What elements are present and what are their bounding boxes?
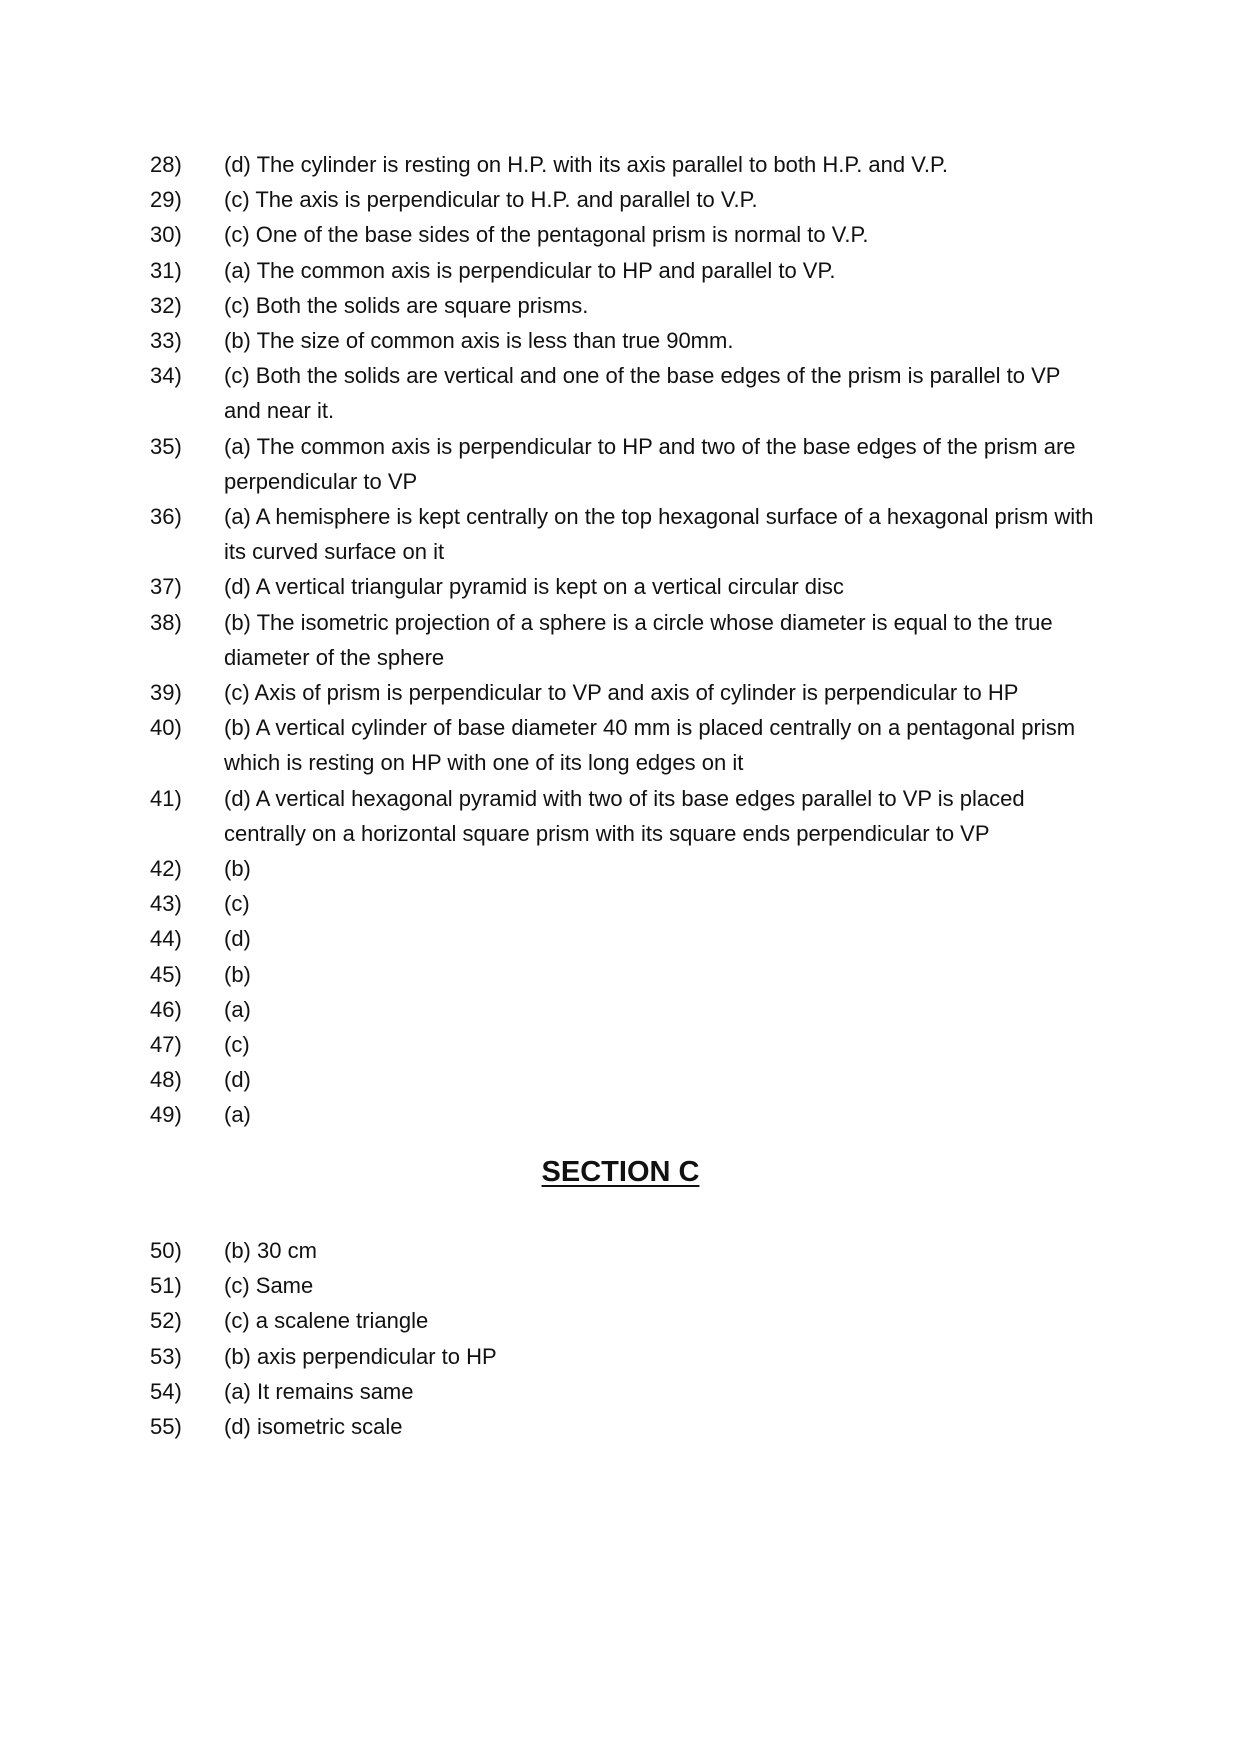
answer-item xyxy=(150,429,1100,499)
answer-item xyxy=(150,217,1100,252)
answer-text: (a) The common axis is perpendicular to HP and two of the base edges of the prism are perpendicular to VP xyxy=(224,433,1076,494)
answer-item xyxy=(150,499,1100,569)
answer-text: (b) axis perpendicular to HP xyxy=(224,1343,497,1369)
answer-item xyxy=(150,710,1100,780)
answer-text: (b) The isometric projection of a sphere is a circle whose diameter is equal to the true diameter of the sphere xyxy=(224,609,1053,670)
question-number: 54) xyxy=(150,1378,182,1404)
answer-text: (b) A vertical cylinder of base diameter 40 mm is placed centrally on a pentagonal prism which is resting on HP with one of its long edges on it xyxy=(224,715,1076,776)
answer-item xyxy=(150,323,1100,358)
question-number: 44) xyxy=(150,926,182,952)
question-number: 32) xyxy=(150,292,182,318)
question-number: 53) xyxy=(150,1343,182,1369)
question-number: 38) xyxy=(150,609,182,635)
question-number: 49) xyxy=(150,1102,182,1128)
answer-text: (b) The size of common axis is less than true 90mm. xyxy=(224,328,734,354)
answer-item xyxy=(150,957,1100,992)
question-number: 31) xyxy=(150,257,182,283)
question-number: 40) xyxy=(150,715,182,741)
answer-item xyxy=(150,253,1100,288)
question-number: 51) xyxy=(150,1273,182,1299)
question-number: 47) xyxy=(150,1032,182,1058)
answer-item xyxy=(150,781,1100,851)
answer-text: (d) xyxy=(224,1067,251,1093)
question-number: 46) xyxy=(150,996,182,1022)
answer-item xyxy=(150,921,1100,956)
answer-item xyxy=(150,1027,1100,1062)
question-number: 35) xyxy=(150,433,182,459)
question-number: 48) xyxy=(150,1067,182,1093)
section-c-answer-list xyxy=(150,1233,1100,1444)
answer-text: (c) Both the solids are square prisms. xyxy=(224,292,589,318)
answer-item xyxy=(150,675,1100,710)
answer-item xyxy=(150,288,1100,323)
answer-text: (a) The common axis is perpendicular to HP and parallel to VP. xyxy=(224,257,836,283)
question-number: 39) xyxy=(150,680,182,706)
answer-text: (b) 30 cm xyxy=(224,1238,317,1263)
section-c-heading-text: SECTION C xyxy=(541,1156,700,1188)
answer-item xyxy=(150,569,1100,604)
answer-text: (c) xyxy=(224,891,250,917)
answer-text: (d) A vertical hexagonal pyramid with two of its base edges parallel to VP is placed centrally on a horizontal square prism with its square ends perpendicular to VP xyxy=(224,785,1025,846)
answer-item xyxy=(150,1268,1100,1303)
answer-text: (d) The cylinder is resting on H.P. with its axis parallel to both H.P. and V.P. xyxy=(224,152,948,177)
question-number: 37) xyxy=(150,574,182,600)
answer-item xyxy=(150,851,1100,886)
answer-text: (b) xyxy=(224,856,251,882)
answer-text: (c) Both the solids are vertical and one of the base edges of the prism is parallel to VP and near it. xyxy=(224,363,1061,424)
answer-item xyxy=(150,1303,1100,1338)
answer-text: (b) xyxy=(224,961,251,987)
answer-item xyxy=(150,182,1100,217)
answer-text: (c) xyxy=(224,1032,250,1058)
answer-list xyxy=(150,147,1100,1133)
question-number: 41) xyxy=(150,785,182,811)
answer-item xyxy=(150,1097,1100,1132)
question-number: 52) xyxy=(150,1308,182,1334)
question-number: 43) xyxy=(150,891,182,917)
answer-item xyxy=(150,147,1100,182)
answer-text: (c) Axis of prism is perpendicular to VP and axis of cylinder is perpendicular to HP xyxy=(224,680,1019,706)
answer-text: (a) xyxy=(224,1102,251,1128)
section-c-heading xyxy=(0,1152,1241,1192)
answer-text: (a) xyxy=(224,996,251,1022)
answer-text: (c) The axis is perpendicular to H.P. and parallel to V.P. xyxy=(224,187,758,213)
answer-item xyxy=(150,605,1100,675)
answer-item xyxy=(150,358,1100,428)
question-number: 33) xyxy=(150,328,182,354)
question-number: 45) xyxy=(150,961,182,987)
answer-item xyxy=(150,1374,1100,1409)
answer-item xyxy=(150,992,1100,1027)
answer-item xyxy=(150,1339,1100,1374)
answer-text: (c) Same xyxy=(224,1273,314,1299)
answer-text: (d) isometric scale xyxy=(224,1414,403,1440)
answer-text: (d) A vertical triangular pyramid is kept on a vertical circular disc xyxy=(224,574,844,600)
question-number: 34) xyxy=(150,363,182,389)
question-number: 29) xyxy=(150,187,182,213)
answer-item xyxy=(150,1062,1100,1097)
question-number: 28) xyxy=(150,152,182,177)
answer-text: (a) It remains same xyxy=(224,1378,414,1404)
answer-text: (c) a scalene triangle xyxy=(224,1308,429,1334)
question-number: 30) xyxy=(150,222,182,248)
answer-item xyxy=(150,1233,1100,1268)
answer-item xyxy=(150,886,1100,921)
question-number: 42) xyxy=(150,856,182,882)
question-number: 55) xyxy=(150,1414,182,1440)
answer-text: (d) xyxy=(224,926,251,952)
question-number: 36) xyxy=(150,504,182,530)
question-number: 50) xyxy=(150,1238,182,1263)
answer-text: (c) One of the base sides of the pentagonal prism is normal to V.P. xyxy=(224,222,869,248)
answer-text: (a) A hemisphere is kept centrally on the top hexagonal surface of a hexagonal prism with its curved surface on it xyxy=(224,504,1094,565)
answer-item xyxy=(150,1409,1100,1444)
